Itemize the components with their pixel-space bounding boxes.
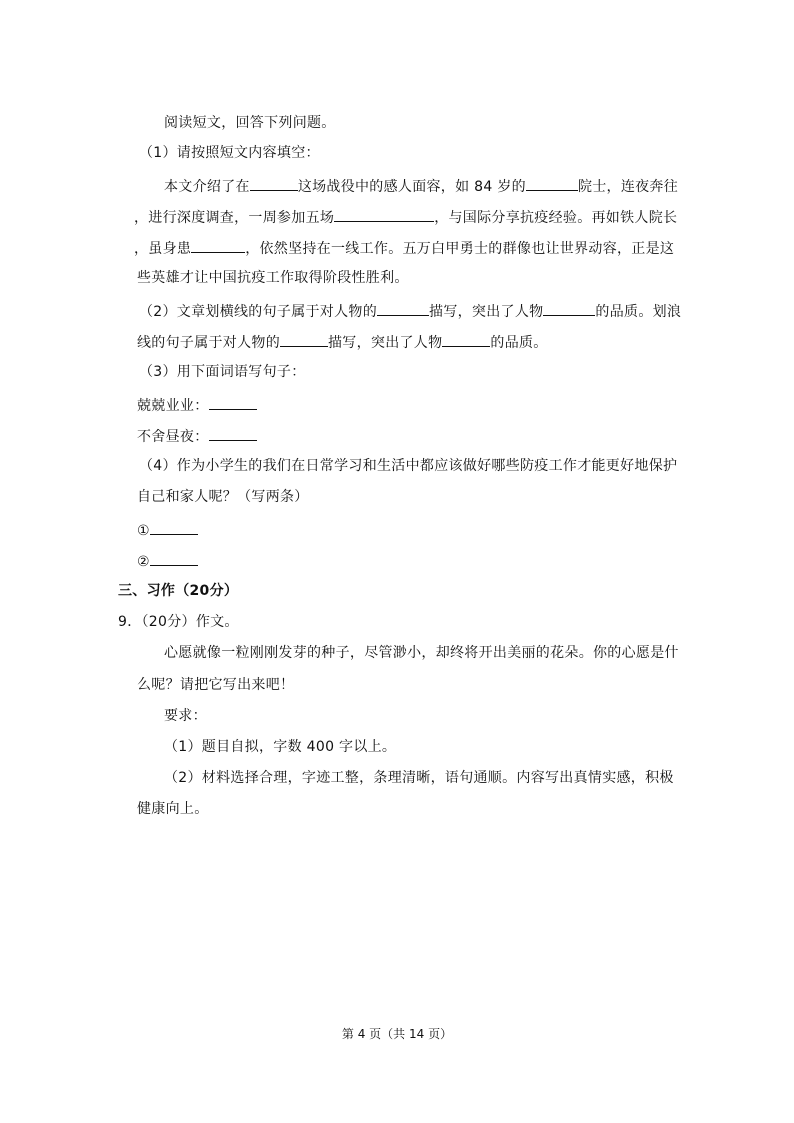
vocab-word: 不舍昼夜： (137, 429, 209, 445)
section-heading: 三、习作（20分） (118, 583, 239, 599)
q1-fill-line-3 (134, 237, 674, 259)
q1-text: ，与国际分享抗疫经验。再如铁人院长 (434, 210, 678, 226)
q2-text: （2）文章划横线的句子属于对人物的 (139, 304, 378, 320)
q1-text: ，虽身患 (134, 241, 192, 257)
answer-blank[interactable] (209, 425, 257, 441)
reading-intro: 阅读短文，回答下列问题。 (164, 115, 336, 131)
answer-blank[interactable] (250, 175, 298, 191)
circled-number-1: ① (137, 523, 150, 539)
answer-blank[interactable] (280, 331, 328, 347)
answer-blank[interactable] (377, 300, 429, 316)
answer-blank[interactable] (543, 300, 595, 316)
question-4-line-1: （4）作为小学生的我们在日常学习和生活中都应该做好哪些防疫工作才能更好地保护 (139, 458, 678, 474)
q2-line-2 (137, 331, 548, 353)
requirements-label: 要求： (164, 708, 207, 724)
answer-blank[interactable] (526, 175, 578, 191)
answer-blank[interactable] (442, 331, 490, 347)
requirement-2-line-1: （2）材料选择合理，字迹工整，条理清晰，语句通顺。内容写出真情实感，积极 (164, 770, 674, 786)
question-9-label: 9．（20分）作文。 (118, 614, 239, 630)
q2-text: 描写，突出了人物 (429, 304, 544, 320)
answer-blank[interactable] (150, 519, 198, 535)
answer-blank[interactable] (191, 237, 245, 253)
question-3-label: （3）用下面词语写句子： (139, 364, 306, 380)
essay-prompt-line-2: 么呢？请把它写出来吧！ (137, 677, 295, 693)
page-footer: 第 4 页（共 14 页） (341, 1027, 453, 1041)
q1-text: ，依然坚持在一线工作。五万白甲勇士的群像也让世界动容，正是这 (245, 241, 675, 257)
q2-line-1 (139, 300, 681, 322)
question-4-line-2: 自己和家人呢？（写两条） (137, 489, 309, 505)
q1-fill-line-2 (134, 206, 677, 228)
q1-text: 这场战役中的感人面容，如 84 岁的 (297, 179, 526, 195)
q1-fill-line-1 (164, 175, 678, 197)
q4-answer-1 (137, 519, 198, 541)
q1-text: ，进行深度调查，一周参加五场 (134, 210, 335, 226)
q1-text: 院士，连夜奔往 (577, 179, 679, 195)
q2-text: 描写，突出了人物 (328, 335, 443, 351)
question-1-label: （1）请按照短文内容填空： (139, 145, 320, 161)
answer-blank[interactable] (334, 206, 434, 222)
requirement-2-line-2: 健康向上。 (137, 801, 209, 817)
q2-text: 的品质。 (490, 335, 548, 351)
q4-answer-2 (137, 550, 198, 572)
essay-prompt-line-1: 心愿就像一粒刚刚发芽的种子，尽管渺小，却终将开出美丽的花朵。你的心愿是什 (164, 645, 679, 661)
q3-word-2 (137, 425, 257, 447)
vocab-word: 兢兢业业： (137, 398, 209, 414)
q1-text: 本文介绍了在 (164, 179, 250, 195)
requirement-1: （1）题目自拟，字数 400 字以上。 (164, 739, 397, 755)
answer-blank[interactable] (209, 394, 257, 410)
q2-text: 线的句子属于对人物的 (137, 335, 280, 351)
circled-number-2: ② (137, 554, 150, 570)
q1-fill-line-4: 些英雄才让中国抗疫工作取得阶段性胜利。 (137, 270, 409, 286)
q3-word-1 (137, 394, 257, 416)
answer-blank[interactable] (150, 550, 198, 566)
q2-text: 的品质。划浪 (595, 304, 682, 320)
